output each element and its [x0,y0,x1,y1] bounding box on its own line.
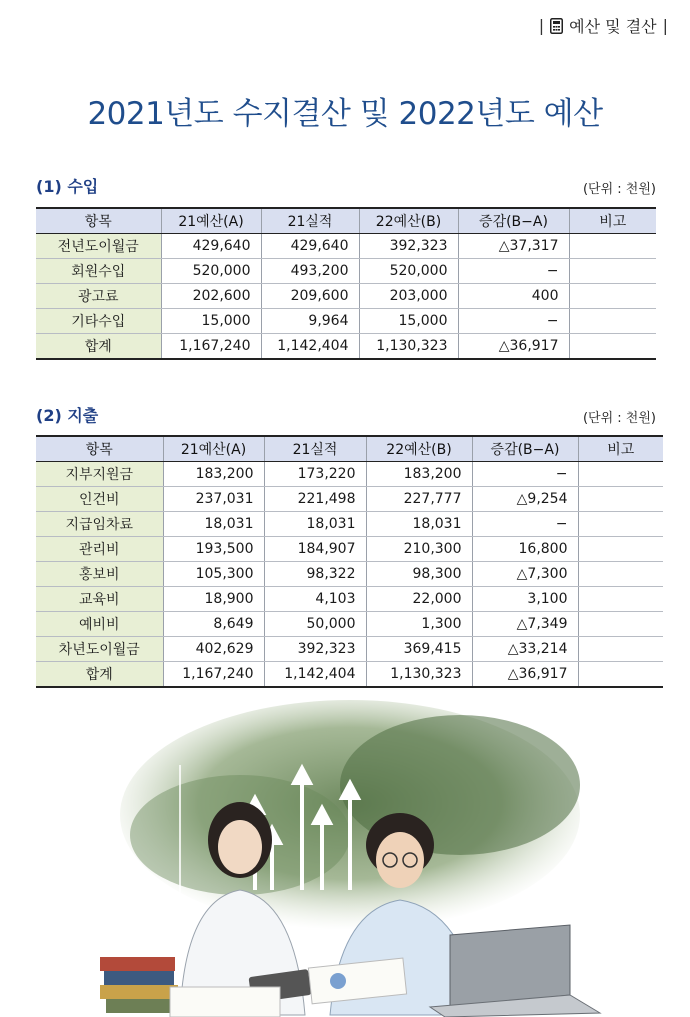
row-label: 홍보비 [36,562,163,587]
income-unit: (단위 : 천원) [582,182,656,197]
table-row [36,284,656,309]
table-cell: 183,200 [163,462,264,487]
table-cell: 392,323 [359,234,458,259]
table-cell: 237,031 [163,487,264,512]
table-cell: 1,130,323 [366,662,472,688]
income-heading: (1) 수입 [36,177,99,196]
row-label: 지부지원금 [36,462,163,487]
table-cell: 429,640 [261,234,359,259]
table-cell: △7,300 [472,562,578,587]
row-label: 차년도이월금 [36,637,163,662]
table-cell: 1,167,240 [161,334,261,360]
table-row [36,234,656,259]
row-label: 교육비 [36,587,163,612]
table-cell: 392,323 [264,637,366,662]
table-cell: 1,167,240 [163,662,264,688]
column-header: 증감(B−A) [472,436,578,462]
table-cell: 210,300 [366,537,472,562]
table-cell: 1,300 [366,612,472,637]
table-cell: 221,498 [264,487,366,512]
table-cell [578,537,663,562]
table-cell: △7,349 [472,612,578,637]
row-label: 광고료 [36,284,161,309]
table-cell [578,587,663,612]
row-label: 기타수입 [36,309,161,334]
row-label: 관리비 [36,537,163,562]
column-header: 증감(B−A) [458,208,569,234]
row-label: 인건비 [36,487,163,512]
column-header: 21실적 [264,436,366,462]
table-cell: 3,100 [472,587,578,612]
table-cell: 8,649 [163,612,264,637]
table-cell: − [472,512,578,537]
section-tag: | 예산 및 결산 | [538,16,668,36]
table-row [36,587,663,612]
finance-illustration [100,695,620,1017]
table-cell: △36,917 [472,662,578,688]
table-row [36,462,663,487]
row-label: 지급임차료 [36,512,163,537]
table-row [36,662,663,688]
table-row [36,637,663,662]
expense-section-header [36,403,656,426]
table-cell: 18,900 [163,587,264,612]
table-cell: 105,300 [163,562,264,587]
row-label: 회원수입 [36,259,161,284]
column-header: 항목 [36,436,163,462]
table-cell [569,309,656,334]
table-row [36,512,663,537]
table-cell: 1,130,323 [359,334,458,360]
table-cell [578,637,663,662]
expense-heading: (2) 지출 [36,406,99,425]
table-cell: 173,220 [264,462,366,487]
table-cell [578,512,663,537]
table-cell: 402,629 [163,637,264,662]
column-header: 21실적 [261,208,359,234]
expense-header-row [36,436,663,462]
section-tag-label: 예산 및 결산 [569,17,657,36]
table-cell: 1,142,404 [261,334,359,360]
table-cell: 1,142,404 [264,662,366,688]
table-cell: 184,907 [264,537,366,562]
income-table [36,207,656,360]
table-cell: 520,000 [161,259,261,284]
income-header-row [36,208,656,234]
calculator-icon [550,18,563,34]
table-row [36,309,656,334]
table-cell: 209,600 [261,284,359,309]
table-cell: 202,600 [161,284,261,309]
table-cell [569,234,656,259]
table-cell: − [458,309,569,334]
row-label: 합계 [36,334,161,360]
table-cell: 9,964 [261,309,359,334]
table-cell: 16,800 [472,537,578,562]
expense-table [36,435,663,688]
column-header: 항목 [36,208,161,234]
column-header: 22예산(B) [366,436,472,462]
table-cell: 203,000 [359,284,458,309]
table-cell [578,462,663,487]
page-title: 2021년도 수지결산 및 2022년도 예산 [87,96,603,132]
table-cell [569,259,656,284]
table-cell [578,562,663,587]
table-cell: 18,031 [366,512,472,537]
table-cell [578,487,663,512]
row-label: 전년도이월금 [36,234,161,259]
table-cell: 227,777 [366,487,472,512]
table-cell: 50,000 [264,612,366,637]
table-cell: 18,031 [264,512,366,537]
table-cell: △37,317 [458,234,569,259]
table-cell: − [458,259,569,284]
expense-unit: (단위 : 천원) [582,411,656,426]
table-cell: 18,031 [163,512,264,537]
table-row [36,537,663,562]
table-cell: 15,000 [359,309,458,334]
table-cell: 15,000 [161,309,261,334]
column-header: 22예산(B) [359,208,458,234]
table-row [36,334,656,360]
column-header: 비고 [569,208,656,234]
table-cell: 429,640 [161,234,261,259]
table-cell: 193,500 [163,537,264,562]
table-cell: △9,254 [472,487,578,512]
column-header: 비고 [578,436,663,462]
table-cell: 520,000 [359,259,458,284]
table-row [36,562,663,587]
table-cell: 400 [458,284,569,309]
column-header: 21예산(A) [161,208,261,234]
table-cell [578,662,663,688]
table-cell: △33,214 [472,637,578,662]
row-label: 합계 [36,662,163,688]
table-cell: △36,917 [458,334,569,360]
table-cell: 183,200 [366,462,472,487]
table-row [36,612,663,637]
table-cell [569,284,656,309]
table-cell: 493,200 [261,259,359,284]
table-cell: 98,300 [366,562,472,587]
table-cell [569,334,656,360]
income-section-header [36,174,656,197]
table-cell: 98,322 [264,562,366,587]
table-cell: 22,000 [366,587,472,612]
table-cell [578,612,663,637]
row-label: 예비비 [36,612,163,637]
column-header: 21예산(A) [163,436,264,462]
table-cell: 4,103 [264,587,366,612]
table-cell: 369,415 [366,637,472,662]
table-cell: − [472,462,578,487]
table-row [36,487,663,512]
table-row [36,259,656,284]
